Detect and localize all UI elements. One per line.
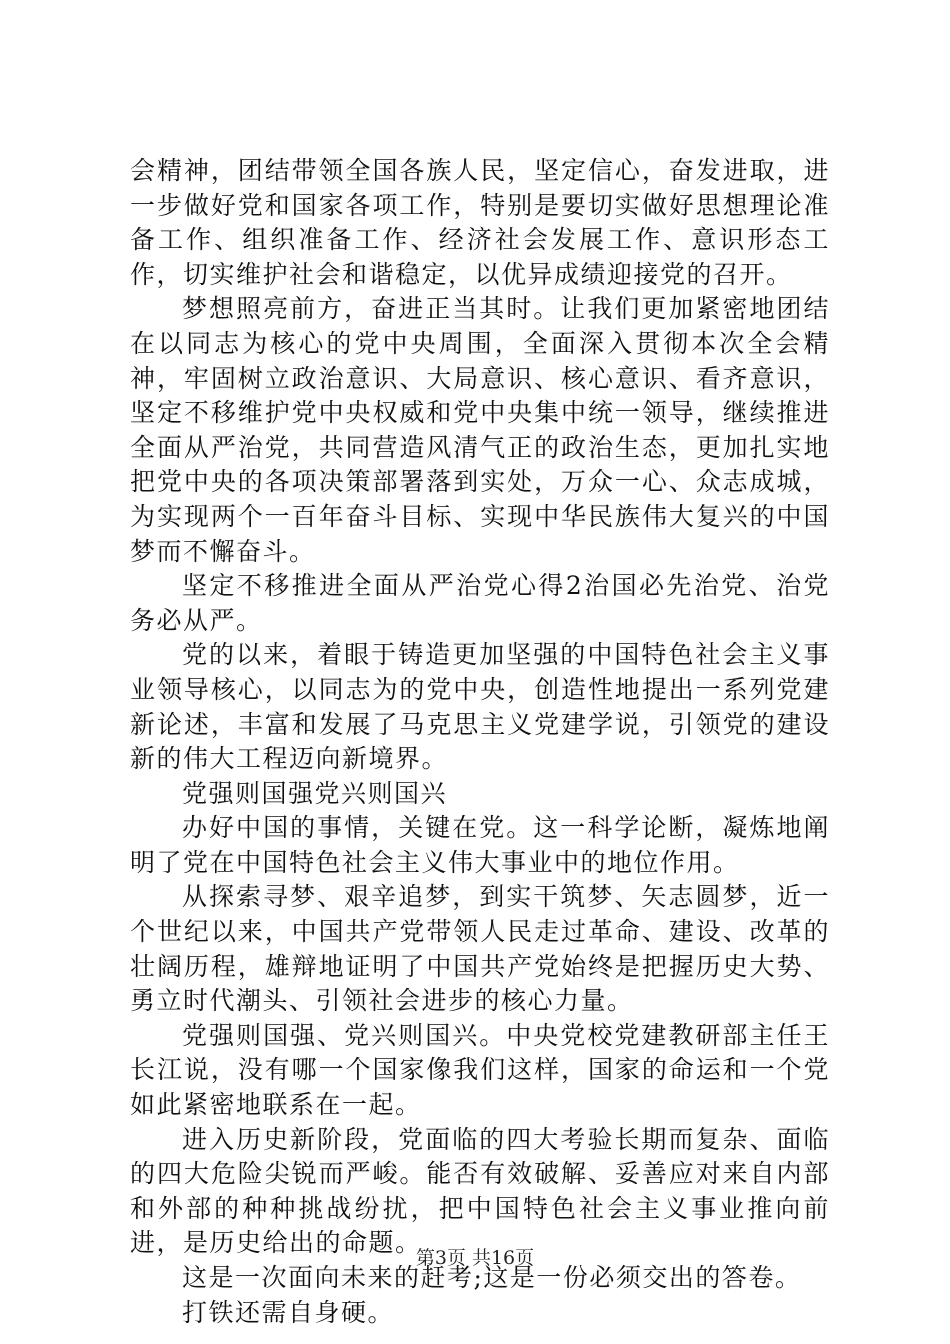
paragraph: 从探索寻梦、艰辛追梦，到实干筑梦、矢志圆梦，近一个世纪以来，中国共产党带领人民走过革命、建设、改革的壮阔历程，雄辩地证明了中国共产党始终是把握历史大势、勇立时代潮头、引领社会进步的核心力量。 [130, 882, 830, 1016]
paragraph: 党的以来，着眼于铸造更加坚强的中国特色社会主义事业领导核心，以同志为的党中央，创造性地提出一系列党建新论述，丰富和发展了马克思主义党建学说，引领党的建设新的伟大工程迈向新境界。 [130, 640, 830, 774]
paragraph-continued: 会精神，团结带领全国各族人民，坚定信心，奋发进取，进一步做好党和国家各项工作，特别是要切实做好思想理论准备工作、组织准备工作、经济社会发展工作、意识形态工作，切实维护社会和谐稳定，以优异成绩迎接党的召开。 [130, 156, 830, 289]
page-number: 第3页 [415, 1247, 466, 1269]
paragraph: 坚定不移推进全面从严治党心得2治国必先治党、治党务必从严。 [130, 571, 830, 635]
paragraph: 办好中国的事情，关键在党。这一科学论断，凝炼地阐明了党在中国特色社会主义伟大事业中的地位作用。 [130, 813, 830, 877]
paragraph: 进入历史新阶段，党面临的四大考验长期而复杂、面临的四大危险尖锐而严峻。能否有效破解、妥善应对来自内部和外部的种种挑战纷扰，把中国特色社会主义事业推向前进，是历史给出的命题。 [130, 1124, 830, 1258]
paragraph: 梦想照亮前方，奋进正当其时。让我们更加紧密地团结在以同志为核心的党中央周围，全面深入贯彻本次全会精神，牢固树立政治意识、大局意识、核心意识、看齐意识，坚定不移维护党中央权威和党中央集中统一领导，继续推进全面从严治党，共同营造风清气正的政治生态，更加扎实地把党中央的各项决策部署落到实处，万众一心、众志成城，为实现两个一百年奋斗目标、实现中华民族伟大复兴的中国梦而不懈奋斗。 [130, 294, 830, 566]
page-footer [0, 1246, 950, 1270]
body-text [130, 154, 830, 1330]
paragraph: 这是一次面向未来的赶考;这是一份必须交出的答卷。 [182, 1263, 802, 1292]
page-total: 共16页 [471, 1247, 535, 1269]
paragraph: 打铁还需自身硬。 [182, 1297, 395, 1327]
paragraph: 党强则国强、党兴则国兴。中央党校党建教研部主任王长江说，没有哪一个国家像我们这样，国家的命运和一个党如此紧密地联系在一起。 [130, 1020, 830, 1120]
section-heading: 党强则国强党兴则国兴 [182, 778, 448, 808]
